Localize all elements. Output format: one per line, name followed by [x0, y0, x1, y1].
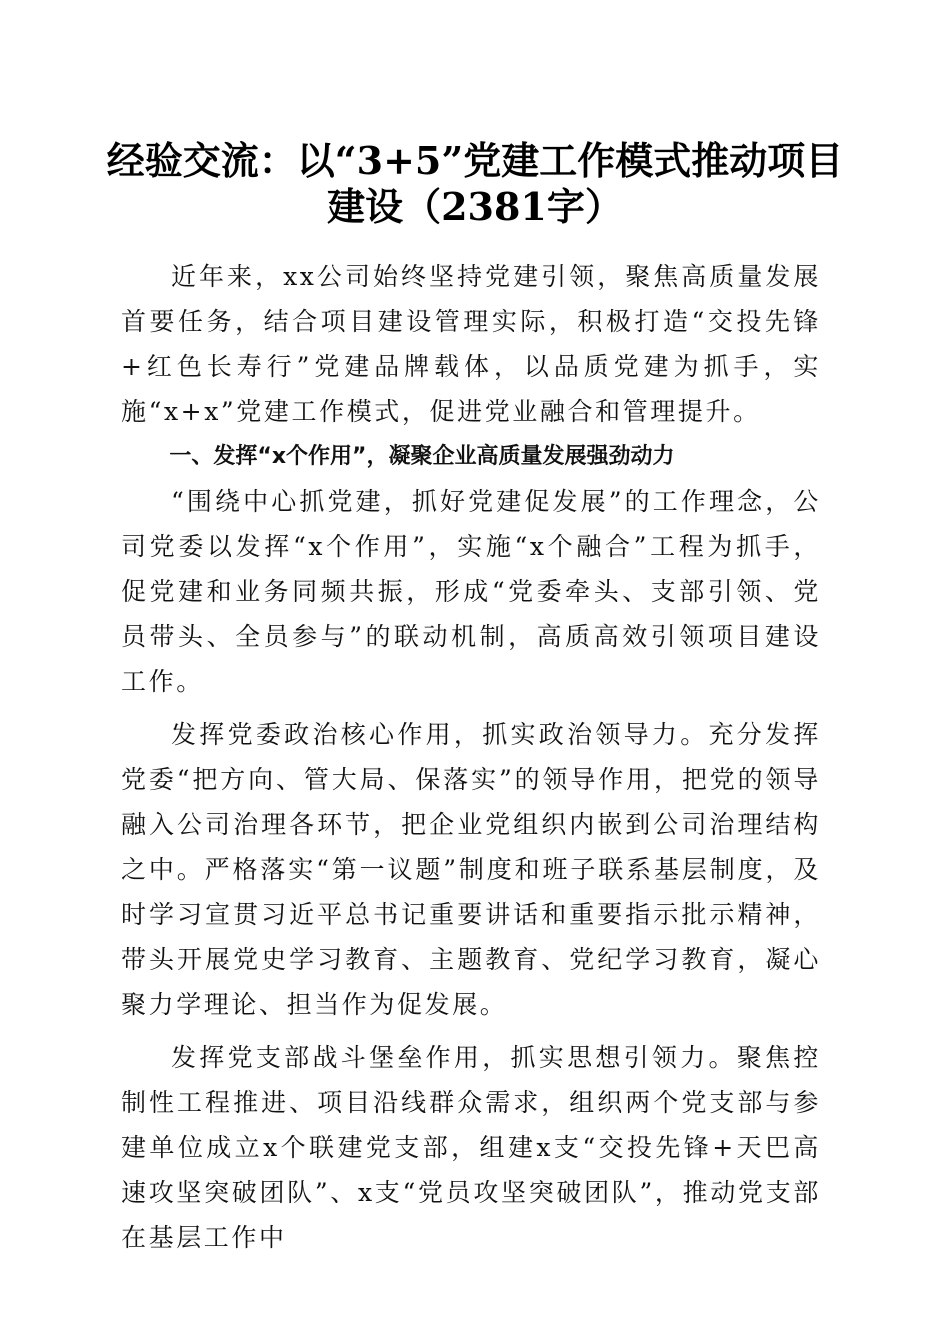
party-branch-paragraph: 发挥党支部战斗堡垒作用，抓实思想引领力。聚焦控制性工程推进、项目沿线群众需求，组织两个党支部与参建单位成立x个联建党支部，组建x支“交投先锋+天巴高速攻坚突破团队”、x支“党员攻坚突破团队”，推动党支部在基层工作中 [121, 1043, 821, 1252]
document-title-line-1: 经验交流：以“3+5”党建工作模式推动项目 [106, 138, 844, 183]
section-1-intro-paragraph: “围绕中心抓党建，抓好党建促发展”的工作理念，公司党委以发挥“x个作用”，实施“x个融合”工程为抓手，促党建和业务同频共振，形成“党委牵头、支部引领、党员带头、全员参与”的联动机制，高质高效引领项目建设工作。 [121, 487, 821, 696]
section-heading-1: 一、发挥“x个作用”，凝聚企业高质量发展强劲动力 [169, 444, 675, 469]
document-body [121, 254, 821, 1260]
document-title-line-2: 建设（2381字） [327, 184, 623, 229]
intro-paragraph: 近年来，xx公司始终坚持党建引领，聚焦高质量发展首要任务，结合项目建设管理实际，积极打造“交投先锋+红色长寿行”党建品牌载体，以品质党建为抓手，实施“x+x”党建工作模式，促进党业融合和管理提升。 [121, 262, 821, 426]
party-committee-paragraph: 发挥党委政治核心作用，抓实政治领导力。充分发挥党委“把方向、管大局、保落实”的领导作用，把党的领导融入公司治理各环节，把企业党组织内嵌到公司治理结构之中。严格落实“第一议题”制度和班子联系基层制度，及时学习宣贯习近平总书记重要讲话和重要指示批示精神，带头开展党史学习教育、主题教育、党纪学习教育，凝心聚力学理论、担当作为促发展。 [121, 720, 821, 1019]
